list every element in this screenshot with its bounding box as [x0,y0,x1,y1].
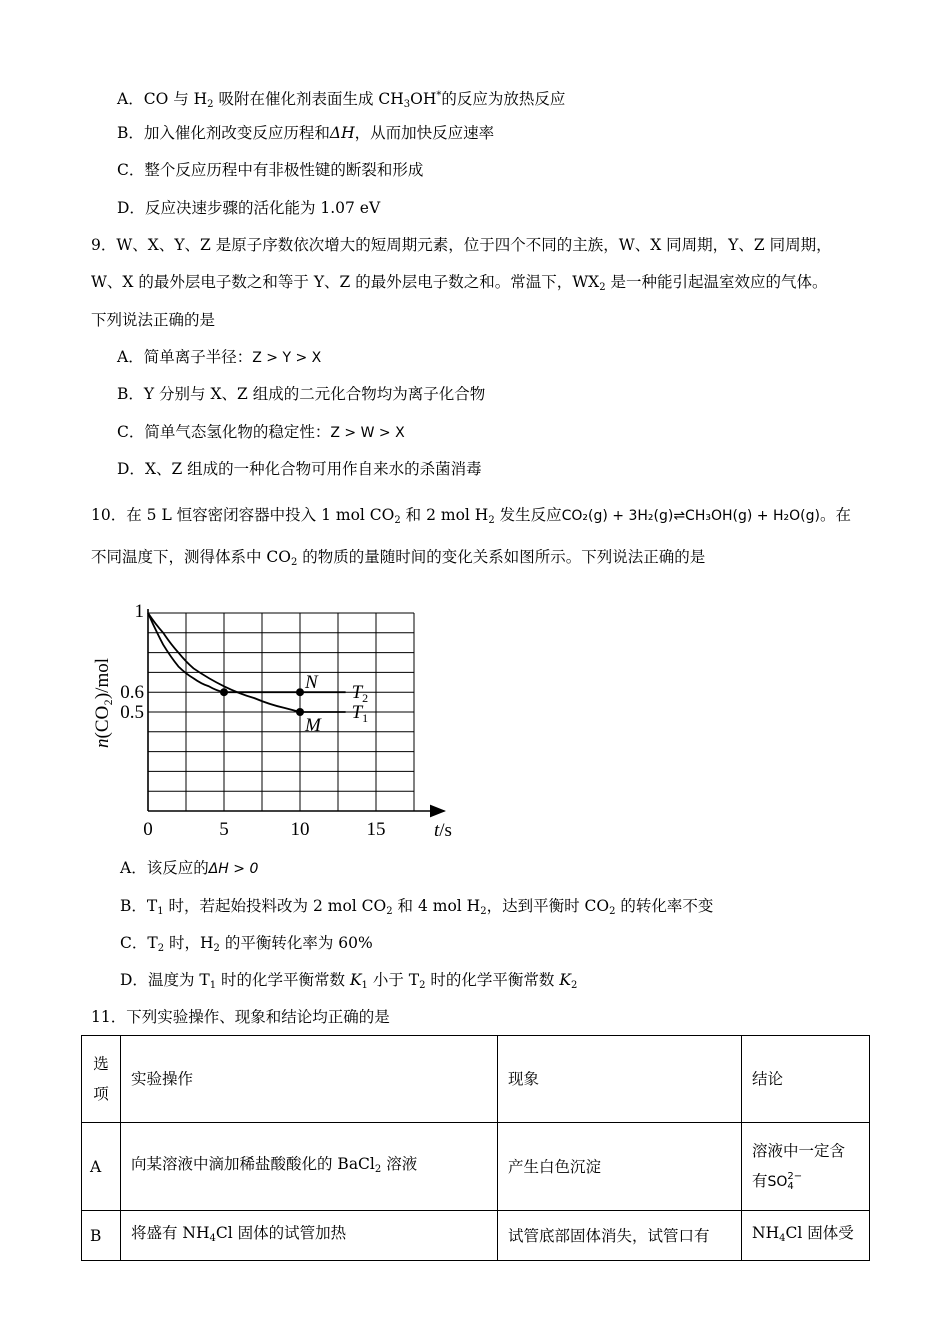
q11-stem: 11．下列实验操作、现象和结论均正确的是 [91,1008,390,1026]
y-tick-label: 0.6 [120,682,144,704]
row-a-conclusion: 溶液中一定含 有SO 2− 4 [742,1123,870,1211]
q10-option-d: D．温度为 $T_1$ 时的化学平衡常数 $K_1$ 小于 $T_2$ 时的化学平衡常数 $K_2$ [120,971,578,991]
q9-stem-line1: 9．W、X、Y、Z 是原子序数依次增大的短周期元素，位于四个不同的主族，W、X 同周期，Y、Z 同周期， [91,236,832,254]
data-point [220,688,228,696]
q10-option-a: A．该反应的ΔH > 0 [120,859,259,877]
series-label: $T_2$ [351,682,369,706]
data-point [296,708,304,716]
reaction-equation: CO₂(g) + 3H₂(g)⇌CH₃OH(g) + H₂O(g) [561,508,820,524]
header-phenomenon: 现象 [498,1036,742,1123]
q9-option-a: A．简单离子半径：Z > Y > X [117,348,322,366]
row-b-conclusion: $NH_4Cl$ 固体受 [742,1211,870,1261]
y-tick-label: 1 [134,601,144,622]
q9-stem-line3: 下列说法正确的是 [91,311,216,329]
q8-option-c: C．整个反应历程中有非极性键的断裂和形成 [117,161,424,179]
grid [148,613,414,811]
x-axis-label: t/s [434,820,452,841]
q8-option-b: B．加入催化剂改变反应历程和ΔH，从而加快反应速率 [117,124,495,142]
axes [148,609,444,811]
x-tick-label: 10 [290,819,310,840]
table-row [82,1211,870,1261]
header-option: 选 项 [82,1036,121,1123]
q8-option-d: D．反应决速步骤的活化能为 1.07 eV [117,199,381,217]
x-tick-label: 15 [366,819,386,840]
y-tick-label: 0.5 [120,702,144,723]
experiment-table [81,1035,870,1261]
curves [148,613,368,725]
q9-stem-line2: W、X 的最外层电子数之和等于 Y、Z 的最外层电子数之和。常温下，$WX_2$ 是一种能引起温室效应的气体。 [91,273,828,293]
row-a-operation: 向某溶液中滴加稀盐酸酸化的 BaCl$_2$ 溶液 [121,1123,498,1211]
table-header-row [82,1036,870,1123]
point-label: M [305,715,321,736]
series-line-t1 [148,613,346,712]
y-axis-label: n(CO₂)/mol [92,657,113,749]
point-label: N [305,672,318,694]
header-conclusion: 结论 [742,1036,870,1123]
row-a-phenomenon: 产生白色沉淀 [498,1123,742,1211]
data-point [296,688,304,696]
q10-stem-line2: 不同温度下，测得体系中 $CO_2$ 的物质的量随时间的变化关系如图所示。下列说法正确的是 [91,548,706,568]
q10-option-b: B．$T_1$ 时，若起始投料改为 2 mol $CO_2$ 和 4 mol $H_2$，达到平衡时 $CO_2$ 的转化率不变 [120,897,714,917]
q8-option-a: A．CO 与 $H_2$ 吸附在催化剂表面生成 $CH_3OH^*$的反应为放热反应 [117,90,566,110]
row-a-option: A [82,1123,121,1211]
q9-option-d: D．X、Z 组成的一种化合物可用作自来水的杀菌消毒 [117,460,482,478]
row-b-phenomenon: 试管底部固体消失，试管口有 [498,1211,742,1261]
row-b-operation: 将盛有 $NH_4Cl$ 固体的试管加热 [121,1211,498,1261]
q10-option-c: C．$T_2$ 时，$H_2$ 的平衡转化率为 60% [120,934,373,954]
q10-stem-line1: 10．在 5 L 恒容密闭容器中投入 1 mol $CO_2$ 和 2 mol $H_2$ 发生反应CO₂(g) + 3H₂(g)⇌CH₃OH(g) + H₂O(g)。在 [91,506,851,526]
row-b-option: B [82,1211,121,1261]
co2-time-graph [88,593,478,843]
x-tick-label: 5 [219,819,229,840]
q9-option-c: C．简单气态氢化物的稳定性：Z > W > X [117,423,405,441]
header-operation: 实验操作 [121,1036,498,1123]
q9-option-b: B．Y 分别与 X、Z 组成的二元化合物均为离子化合物 [117,385,486,403]
x-tick-label: 0 [143,819,153,840]
series-label: $T_1$ [351,702,369,725]
table-row [82,1123,870,1211]
